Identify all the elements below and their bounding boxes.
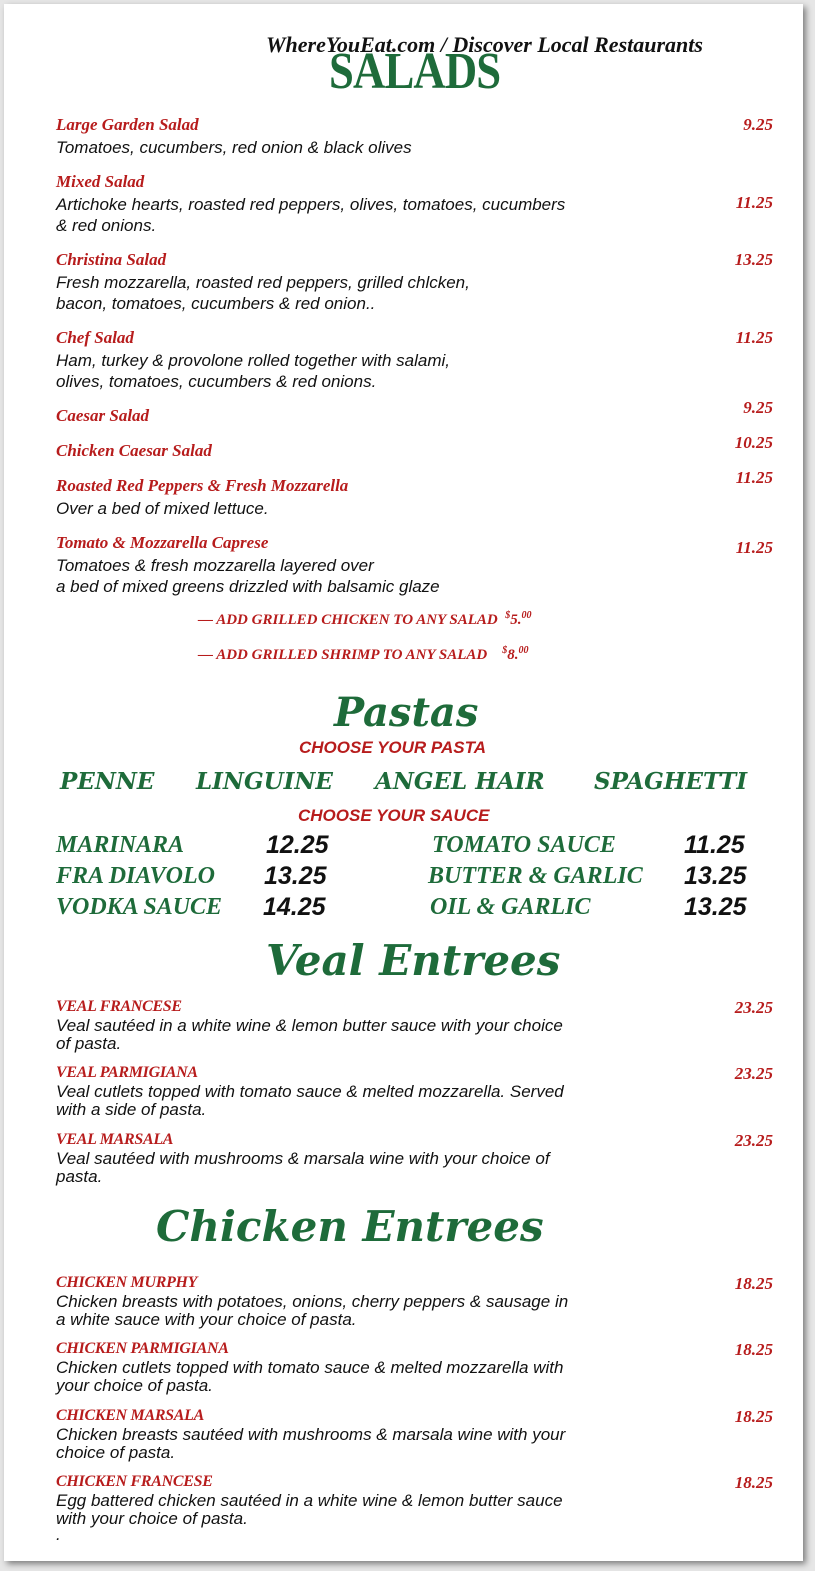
menu-page	[4, 4, 803, 1561]
salads-title: SALADS	[329, 43, 501, 100]
veal-desc: pasta.	[56, 1167, 103, 1186]
chicken-desc: Egg battered chicken sautéed in a white wine & lemon butter sauce	[56, 1491, 563, 1510]
sauce-price: 12.25	[266, 831, 329, 859]
watermark: WhereYouEat.com / Discover Local Restaurants	[266, 32, 703, 57]
salad-desc: Tomatoes, cucumbers, red onion & black olives	[56, 138, 412, 157]
pasta-type: LINGUINE	[196, 768, 333, 795]
salad-name: Caesar Salad	[56, 406, 150, 425]
pasta-type: SPAGHETTI	[594, 768, 748, 795]
addon-chicken: — ADD GRILLED CHICKEN TO ANY SALAD $5.00	[198, 610, 532, 628]
veal-name: VEAL FRANCESE	[56, 998, 182, 1015]
salad-desc: Artichoke hearts, roasted red peppers, olives, tomatoes, cucumbers	[56, 195, 566, 214]
veal-price: 23.25	[734, 1131, 773, 1150]
sauce-name: TOMATO SAUCE	[432, 832, 616, 858]
salad-price: 10.25	[734, 433, 773, 452]
salad-name: Chef Salad	[56, 328, 134, 347]
veal-price: 23.25	[734, 1064, 773, 1083]
sauce-name: VODKA SAUCE	[56, 894, 223, 920]
sauce-price: 14.25	[263, 893, 326, 921]
salad-desc: olives, tomatoes, cucumbers & red onions.	[56, 372, 377, 391]
salad-price: 9.25	[743, 398, 773, 417]
veal-desc: with a side of pasta.	[56, 1100, 207, 1119]
veal-desc: Veal cutlets topped with tomato sauce & melted mozzarella. Served	[56, 1082, 564, 1101]
sauce-name: OIL & GARLIC	[430, 894, 591, 920]
salad-desc: Tomatoes & fresh mozzarella layered over	[56, 556, 374, 575]
veal-price: 23.25	[734, 998, 773, 1017]
salad-price: 11.25	[735, 538, 773, 557]
sauce-price: 11.25	[684, 831, 745, 859]
chicken-name: CHICKEN MARSALA	[56, 1407, 205, 1424]
addon-shrimp: — ADD GRILLED SHRIMP TO ANY SALAD $8.00	[198, 645, 529, 663]
chicken-desc: Chicken breasts with potatoes, onions, cherry peppers & sausage in	[56, 1292, 569, 1311]
salad-name: Tomato & Mozzarella Caprese	[56, 533, 269, 552]
chicken-price: 18.25	[734, 1407, 773, 1426]
chicken-desc: with your choice of pasta.	[56, 1509, 248, 1528]
salad-name: Mixed Salad	[56, 172, 145, 191]
salad-price: 9.25	[743, 115, 773, 134]
trailing-period: .	[56, 1525, 61, 1544]
veal-desc: Veal sautéed with mushrooms & marsala wine with your choice of	[56, 1149, 550, 1168]
salad-price: 11.25	[735, 468, 773, 487]
salad-name: Large Garden Salad	[56, 115, 199, 134]
veal-desc: Veal sautéed in a white wine & lemon butter sauce with your choice	[56, 1016, 563, 1035]
sauce-price: 13.25	[684, 893, 747, 921]
chicken-price: 18.25	[734, 1473, 773, 1492]
salad-desc: bacon, tomatoes, cucumbers & red onion..	[56, 294, 376, 313]
chicken-title: Chicken Entrees	[156, 1202, 544, 1251]
veal-name: VEAL MARSALA	[56, 1131, 174, 1148]
sauce-name: MARINARA	[56, 832, 185, 858]
veal-name: VEAL PARMIGIANA	[56, 1064, 198, 1081]
chicken-name: CHICKEN PARMIGIANA	[56, 1340, 229, 1357]
pastas-title: Pastas	[334, 689, 479, 736]
salad-desc: & red onions.	[56, 216, 157, 235]
sauce-price: 13.25	[684, 862, 747, 890]
salad-name: Chicken Caesar Salad	[56, 441, 212, 460]
choose-pasta-label: CHOOSE YOUR PASTA	[299, 738, 487, 757]
salad-name: Roasted Red Peppers & Fresh Mozzarella	[56, 476, 349, 495]
salad-desc: Fresh mozzarella, roasted red peppers, grilled chlcken,	[56, 273, 470, 292]
salad-price: 11.25	[735, 193, 773, 212]
veal-desc: of pasta.	[56, 1034, 122, 1053]
salad-name: Christina Salad	[56, 250, 167, 269]
salad-price: 13.25	[734, 250, 773, 269]
salad-desc: Ham, turkey & provolone rolled together with salami,	[56, 351, 451, 370]
salad-price: 11.25	[735, 328, 773, 347]
choose-sauce-label: CHOOSE YOUR SAUCE	[298, 806, 490, 825]
veal-title: Veal Entrees	[266, 936, 561, 985]
sauce-name: BUTTER & GARLIC	[428, 863, 643, 889]
chicken-price: 18.25	[734, 1274, 773, 1293]
chicken-desc: a white sauce with your choice of pasta.	[56, 1310, 357, 1329]
sauce-price: 13.25	[264, 862, 327, 890]
salad-desc: a bed of mixed greens drizzled with balsamic glaze	[56, 577, 440, 596]
chicken-name: CHICKEN FRANCESE	[56, 1473, 213, 1490]
chicken-desc: Chicken cutlets topped with tomato sauce & melted mozzarella with	[56, 1358, 564, 1377]
sauce-name: FRA DIAVOLO	[56, 863, 215, 889]
pasta-type: PENNE	[60, 768, 155, 795]
chicken-desc: choice of pasta.	[56, 1443, 176, 1462]
chicken-desc: your choice of pasta.	[56, 1376, 213, 1395]
chicken-price: 18.25	[734, 1340, 773, 1359]
chicken-name: CHICKEN MURPHY	[56, 1274, 198, 1291]
salad-desc: Over a bed of mixed lettuce.	[56, 499, 269, 518]
chicken-desc: Chicken breasts sautéed with mushrooms & marsala wine with your	[56, 1425, 566, 1444]
pasta-type: ANGEL HAIR	[375, 768, 545, 795]
